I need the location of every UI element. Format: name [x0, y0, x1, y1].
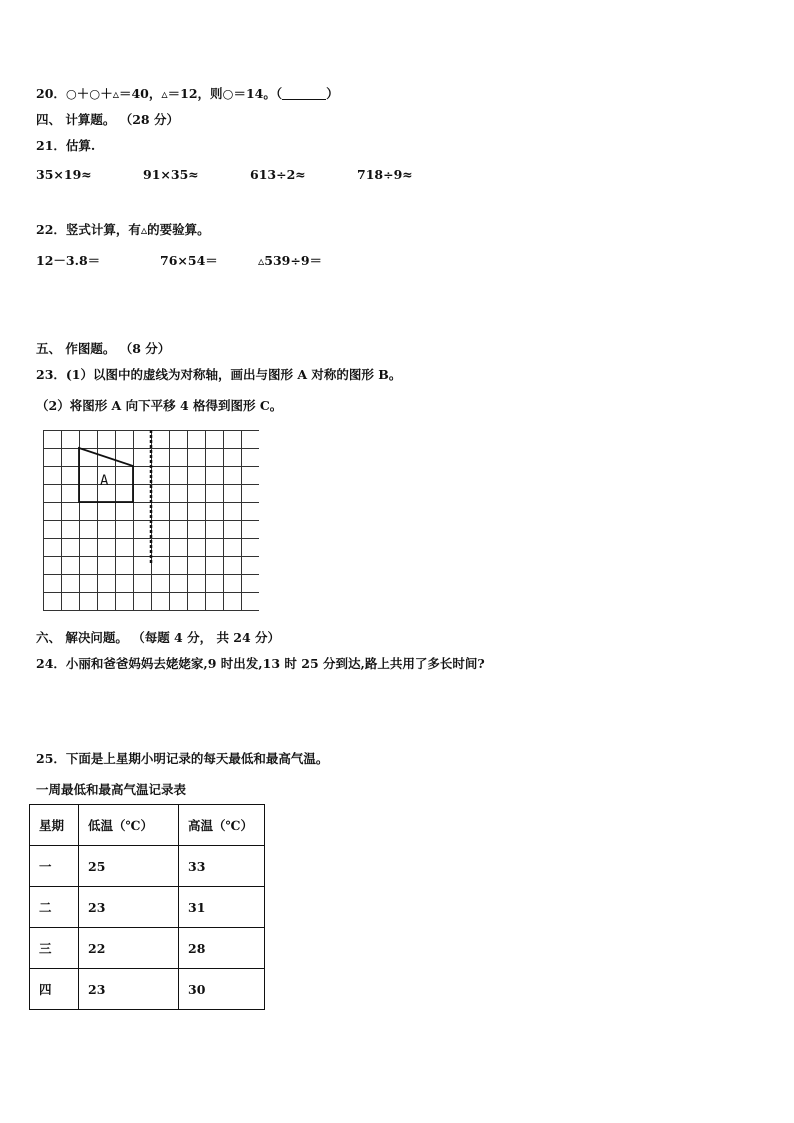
cell-high-temp: 31 [179, 887, 265, 928]
cell-high-temp: 33 [179, 846, 265, 887]
vertical-calc-item-3: ▵539÷9＝ [258, 253, 323, 268]
section-4-title: 四、 计算题。 （28 分） [36, 112, 179, 127]
estimate-item-2: 91×35≈ [143, 167, 199, 182]
table-row [30, 969, 265, 1010]
cell-weekday: 一 [30, 846, 79, 887]
cell-high-temp: 28 [179, 928, 265, 969]
question-20-text: 20．○＋○＋▵＝40，▵＝12，则○＝14。（ [36, 86, 283, 101]
section-6-title: 六、 解决问题。 （每题 4 分， 共 24 分） [36, 630, 281, 645]
table-title: 一周最低和最高气温记录表 [36, 782, 187, 797]
table-row [30, 928, 265, 969]
cell-low-temp: 23 [79, 887, 179, 928]
question-24: 24．小丽和爸爸妈妈去姥姥家,9 时出发,13 时 25 分到达,路上共用了多长时间? [36, 656, 485, 671]
estimate-item-4: 718÷9≈ [357, 167, 413, 182]
question-23-part-2: （2）将图形 A 向下平移 4 格得到图形 C。 [36, 398, 283, 413]
question-23-part-1: 23．(1）以图中的虚线为对称轴，画出与图形 A 对称的图形 B。 [36, 367, 402, 382]
cell-low-temp: 22 [79, 928, 179, 969]
vertical-calc-item-2: 76×54＝ [160, 253, 218, 268]
section-5-title: 五、 作图题。 （8 分） [36, 341, 171, 356]
cell-low-temp: 25 [79, 846, 179, 887]
question-25: 25．下面是上星期小明记录的每天最低和最高气温。 [36, 751, 329, 766]
cell-high-temp: 30 [179, 969, 265, 1010]
cell-low-temp: 23 [79, 969, 179, 1010]
header-weekday: 星期 [30, 805, 79, 846]
drawing-grid[interactable] [43, 430, 259, 620]
question-20-close: ） [326, 86, 339, 101]
question-22-title: 22．竖式计算，有▵的要验算。 [36, 222, 210, 237]
estimate-item-1: 35×19≈ [36, 167, 92, 182]
shape-a-label: A [100, 473, 109, 489]
header-low-temp: 低温（℃） [79, 805, 179, 846]
question-21-title: 21．估算. [36, 138, 96, 153]
question-20 [36, 84, 339, 102]
answer-blank[interactable] [282, 86, 326, 100]
cell-weekday: 二 [30, 887, 79, 928]
header-high-temp: 高温（℃） [179, 805, 265, 846]
cell-weekday: 三 [30, 928, 79, 969]
table-header-row [30, 805, 265, 846]
cell-weekday: 四 [30, 969, 79, 1010]
vertical-calc-item-1: 12－3.8＝ [36, 253, 101, 268]
table-row [30, 846, 265, 887]
temperature-table [29, 804, 265, 1010]
table-row [30, 887, 265, 928]
estimate-item-3: 613÷2≈ [250, 167, 306, 182]
